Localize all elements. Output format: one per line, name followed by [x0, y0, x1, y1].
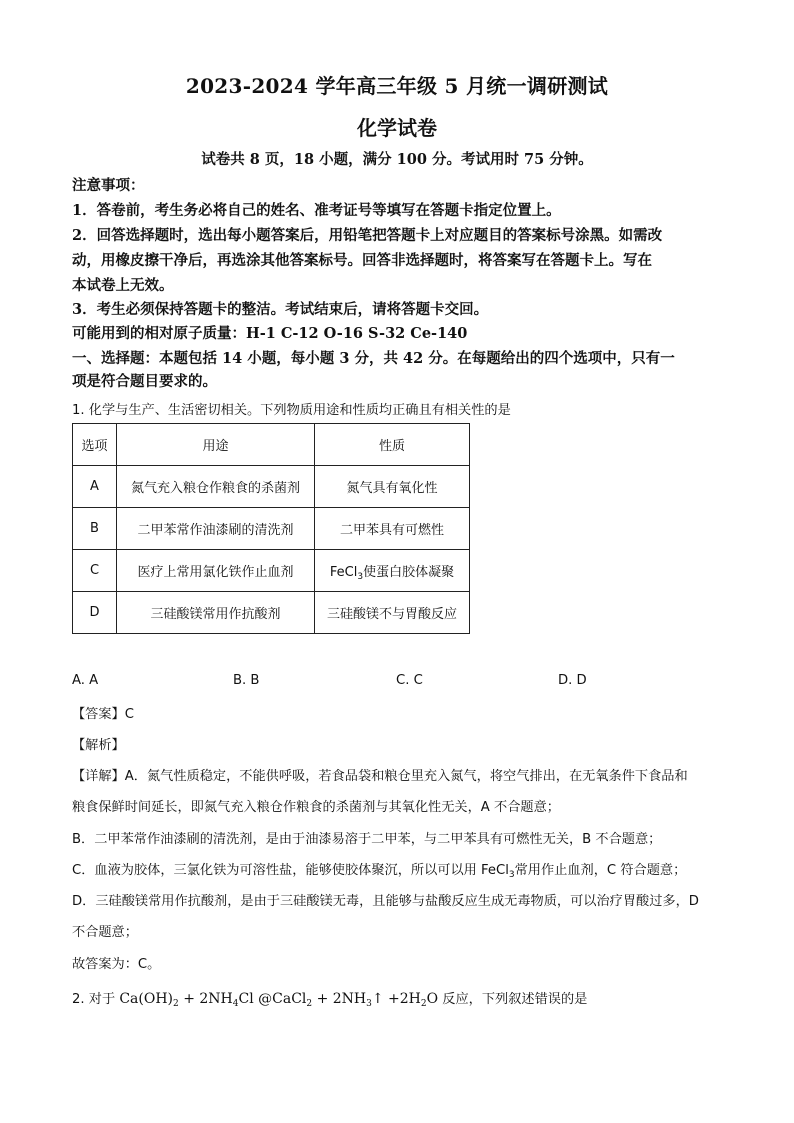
table-cell: 二甲苯具有可燃性 — [315, 508, 470, 550]
q2-prefix: 2. 对于 — [72, 992, 120, 1007]
choice-a: A. A — [72, 673, 99, 688]
table-cell — [315, 550, 470, 592]
notice-item-2-line1: 2．回答选择题时，选出每小题答案后，用铅笔把答题卡上对应题目的答案标号涂黑。如需改 — [72, 227, 663, 244]
notice-item-2-line2: 动，用橡皮擦干净后，再选涂其他答案标号。回答非选择题时，将答案写在答题卡上。写在 — [72, 252, 652, 269]
q1-detail-line1: 【详解】A．氮气性质稳定，不能供呼吸，若食品袋和粮仓里充入氮气，将空气排出，在无氧条件下食品和 — [72, 769, 688, 784]
table-row — [73, 550, 470, 592]
table-row — [73, 466, 470, 508]
eq-part: (OH) — [138, 991, 174, 1007]
eq-subscript: 2 — [173, 999, 179, 1009]
atomic-masses: 可能用到的相对原子质量：H-1 C-12 O-16 S-32 Ce-140 — [72, 325, 468, 342]
subject-title: 化学试卷 — [357, 116, 437, 140]
q2-equation — [119, 991, 438, 1007]
section1-heading-line2: 项是符合题目要求的。 — [72, 373, 217, 390]
eq-part: + 2NH — [178, 991, 233, 1007]
table-header-row — [73, 424, 470, 466]
q1-answer: 【答案】C — [72, 707, 134, 722]
notice-item-3: 3．考生必须保持答题卡的整洁。考试结束后，请将答题卡交回。 — [72, 301, 489, 318]
eq-part: O — [426, 991, 439, 1007]
choice-d: D. D — [558, 673, 587, 688]
table-cell: 三硅酸镁常用作抗酸剂 — [117, 592, 315, 634]
detail-text: C．血液为胶体，三氯化铁为可溶性盐，能够使胶体聚沉，所以可以用 — [72, 863, 482, 878]
notice-item-1: 1．答卷前，考生务必将自己的姓名、准考证号等填写在答题卡指定位置上。 — [72, 202, 561, 219]
q1-analysis-label: 【解析】 — [72, 738, 125, 753]
q1-detail-line3: B．二甲苯常作油漆刷的清洗剂，是由于油漆易溶于二甲苯，与二甲苯具有可燃性无关，B 不合题意； — [72, 832, 662, 847]
eq-subscript: 2 — [420, 999, 427, 1009]
q1-detail-line6: 不合题意； — [72, 925, 138, 940]
q1-options-table — [72, 423, 470, 634]
formula-subscript: 3 — [357, 572, 364, 582]
detail-text: 常用作止血剂，C 符合题意； — [514, 863, 687, 878]
formula-fecl3: FeCl — [481, 863, 509, 878]
table-cell: D — [73, 592, 117, 634]
q1-detail-line4 — [72, 859, 686, 878]
table-cell: B — [73, 508, 117, 550]
table-header-cell: 用途 — [117, 424, 315, 466]
section1-heading-line1: 一、选择题：本题包括 14 小题，每小题 3 分，共 42 分。在每题给出的四个选项中，只有一 — [72, 350, 675, 367]
table-cell: 二甲苯常作油漆刷的清洗剂 — [117, 508, 315, 550]
eq-part: Cl @CaCl — [238, 991, 307, 1007]
cell-text: 使蛋白胶体凝聚 — [363, 565, 455, 580]
q2-suffix: 反应，下列叙述错误的是 — [438, 992, 588, 1007]
table-cell: 医疗上常用氯化铁作止血剂 — [117, 550, 315, 592]
notice-heading: 注意事项： — [72, 177, 145, 194]
table-header-cell: 性质 — [315, 424, 470, 466]
table-header-cell: 选项 — [73, 424, 117, 466]
table-row — [73, 592, 470, 634]
formula-fecl3: FeCl — [329, 565, 358, 580]
eq-part: Ca — [119, 991, 139, 1007]
eq-subscript: 2 — [306, 999, 313, 1009]
eq-part: ↑ +2H — [371, 991, 421, 1007]
notice-item-2-line3: 本试卷上无效。 — [72, 277, 174, 294]
eq-subscript: 3 — [366, 999, 372, 1009]
formula-subscript: 3 — [508, 870, 515, 880]
table-cell: A — [73, 466, 117, 508]
q1-detail-line7: 故答案为：C。 — [72, 957, 161, 972]
table-row — [73, 508, 470, 550]
q1-stem: 1. 化学与生产、生活密切相关。下列物质用途和性质均正确且有相关性的是 — [72, 403, 511, 418]
exam-info: 试卷共 8 页，18 小题，满分 100 分。考试用时 75 分钟。 — [201, 151, 593, 168]
table-cell: C — [73, 550, 117, 592]
table-cell: 三硅酸镁不与胃酸反应 — [315, 592, 470, 634]
table-cell: 氮气充入粮仓作粮食的杀菌剂 — [117, 466, 315, 508]
choice-b: B. B — [233, 673, 260, 688]
q1-detail-line5: D．三硅酸镁常用作抗酸剂，是由于三硅酸镁无毒，且能够与盐酸反应生成无毒物质，可以治疗胃酸过多，D — [72, 894, 699, 909]
table-cell: 氮气具有氧化性 — [315, 466, 470, 508]
exam-title: 2023-2024 学年高三年级 5 月统一调研测试 — [185, 74, 609, 98]
q1-detail-line2: 粮食保鲜时间延长，即氮气充入粮仓作粮食的杀菌剂与其氧化性无关，A 不合题意； — [72, 800, 560, 815]
choice-c: C. C — [396, 673, 423, 688]
q2-stem — [72, 988, 587, 1007]
eq-subscript: 4 — [232, 999, 239, 1009]
eq-part: + 2NH — [312, 991, 367, 1007]
